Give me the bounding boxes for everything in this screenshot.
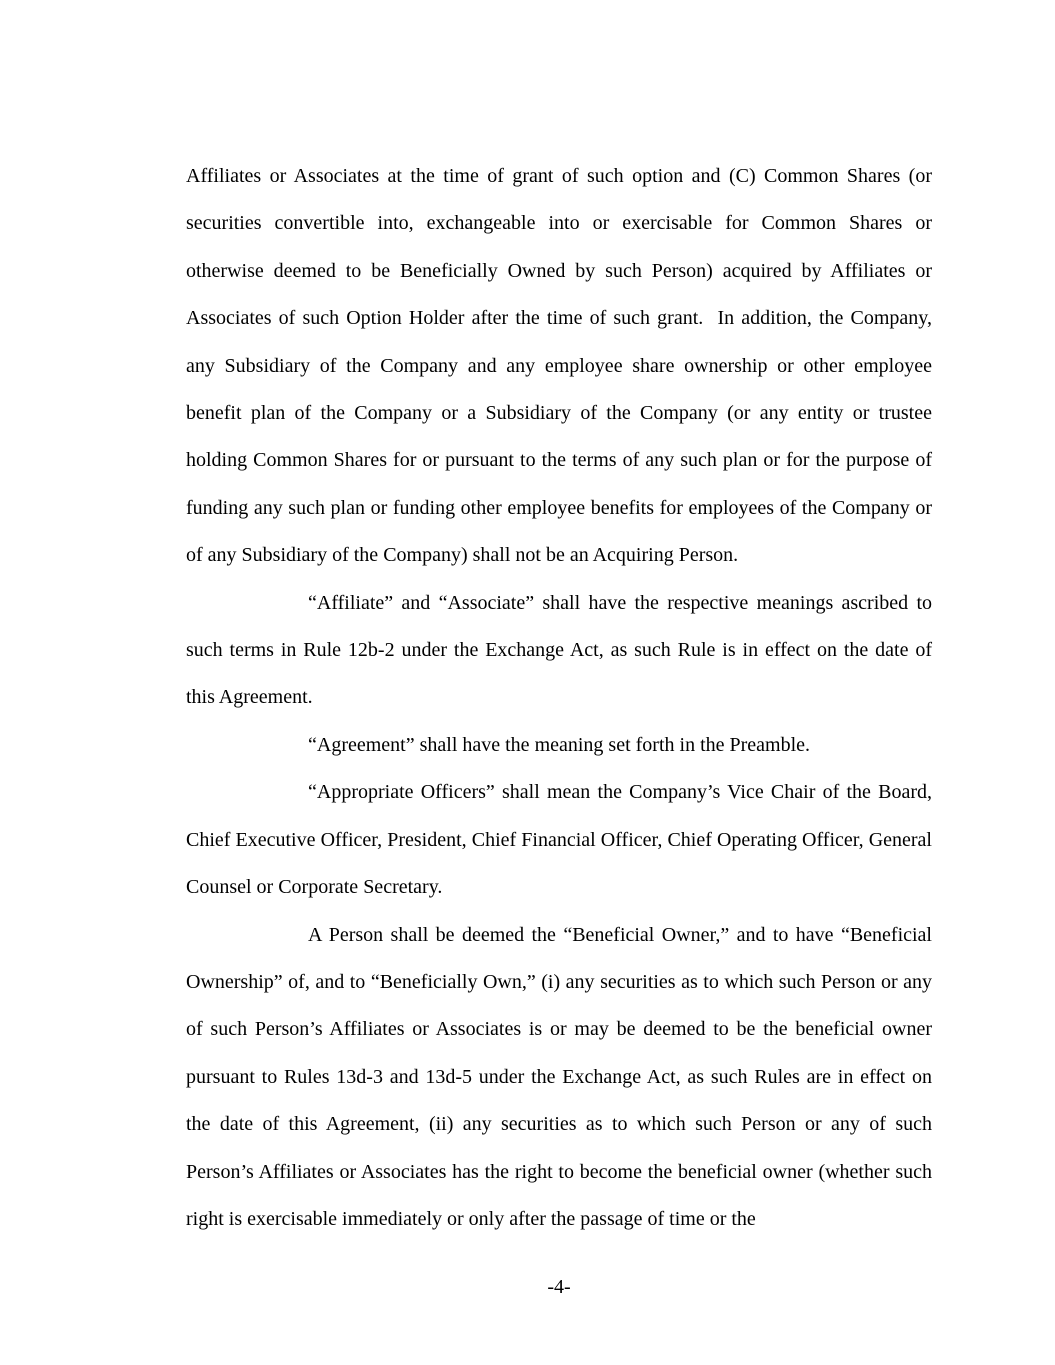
paragraph-continuation: Affiliates or Associates at the time of grant of such option and (C) Common Shares (or securities convertible into, exchangeable into or exercisable for Common Shares or otherwise deemed to be Beneficially Owned by such Person) acquired by Affiliates or Associates of such Option Holder after the time of such grant. In addition, the Company, any Subsidiary of the Company and any employee share ownership or other employee benefit plan of the Company or a Subsidiary of the Company (or any entity or trustee holding Common Shares for or pursuant to the terms of any such plan or for the purpose of funding any such plan or funding other employee benefits for employees of the Company or of any Subsidiary of the Company) shall not be an Acquiring Person. [186,165,937,567]
paragraph-beneficial-owner-definition: A Person shall be deemed the “Beneficial Owner,” and to have “Beneficial Ownership” of, and to “Beneficially Own,” (i) any securities as to which such Person or any of such Person’s Affiliates or Associates is or may be deemed to be the beneficial owner pursuant to Rules 13d-3 and 13d-5 under the Exchange Act, as such Rules are in effect on the date of this Agreement, (ii) any securities as to which such Person or any of such Person’s Affiliates or Associates has the right to become the beneficial owner (whether such right is exercisable immediately or only after the passage of time or the [186,923,937,1230]
paragraph-appropriate-officers-definition: “Appropriate Officers” shall mean the Company’s Vice Chair of the Board, Chief Executive Officer, President, Chief Financial Officer, Chief Operating Officer, General Counsel or Corporate Secretary. [186,781,937,899]
document-body [186,153,937,1243]
paragraph-agreement-definition: “Agreement” shall have the meaning set forth in the Preamble. [308,733,811,756]
paragraph-affiliate-definition: “Affiliate” and “Associate” shall have the respective meanings ascribed to such terms in Rule 12b-2 under the Exchange Act, as such Rule is in effect on the date of this Agreement. [186,591,937,709]
page-number: -4- [547,1276,571,1298]
